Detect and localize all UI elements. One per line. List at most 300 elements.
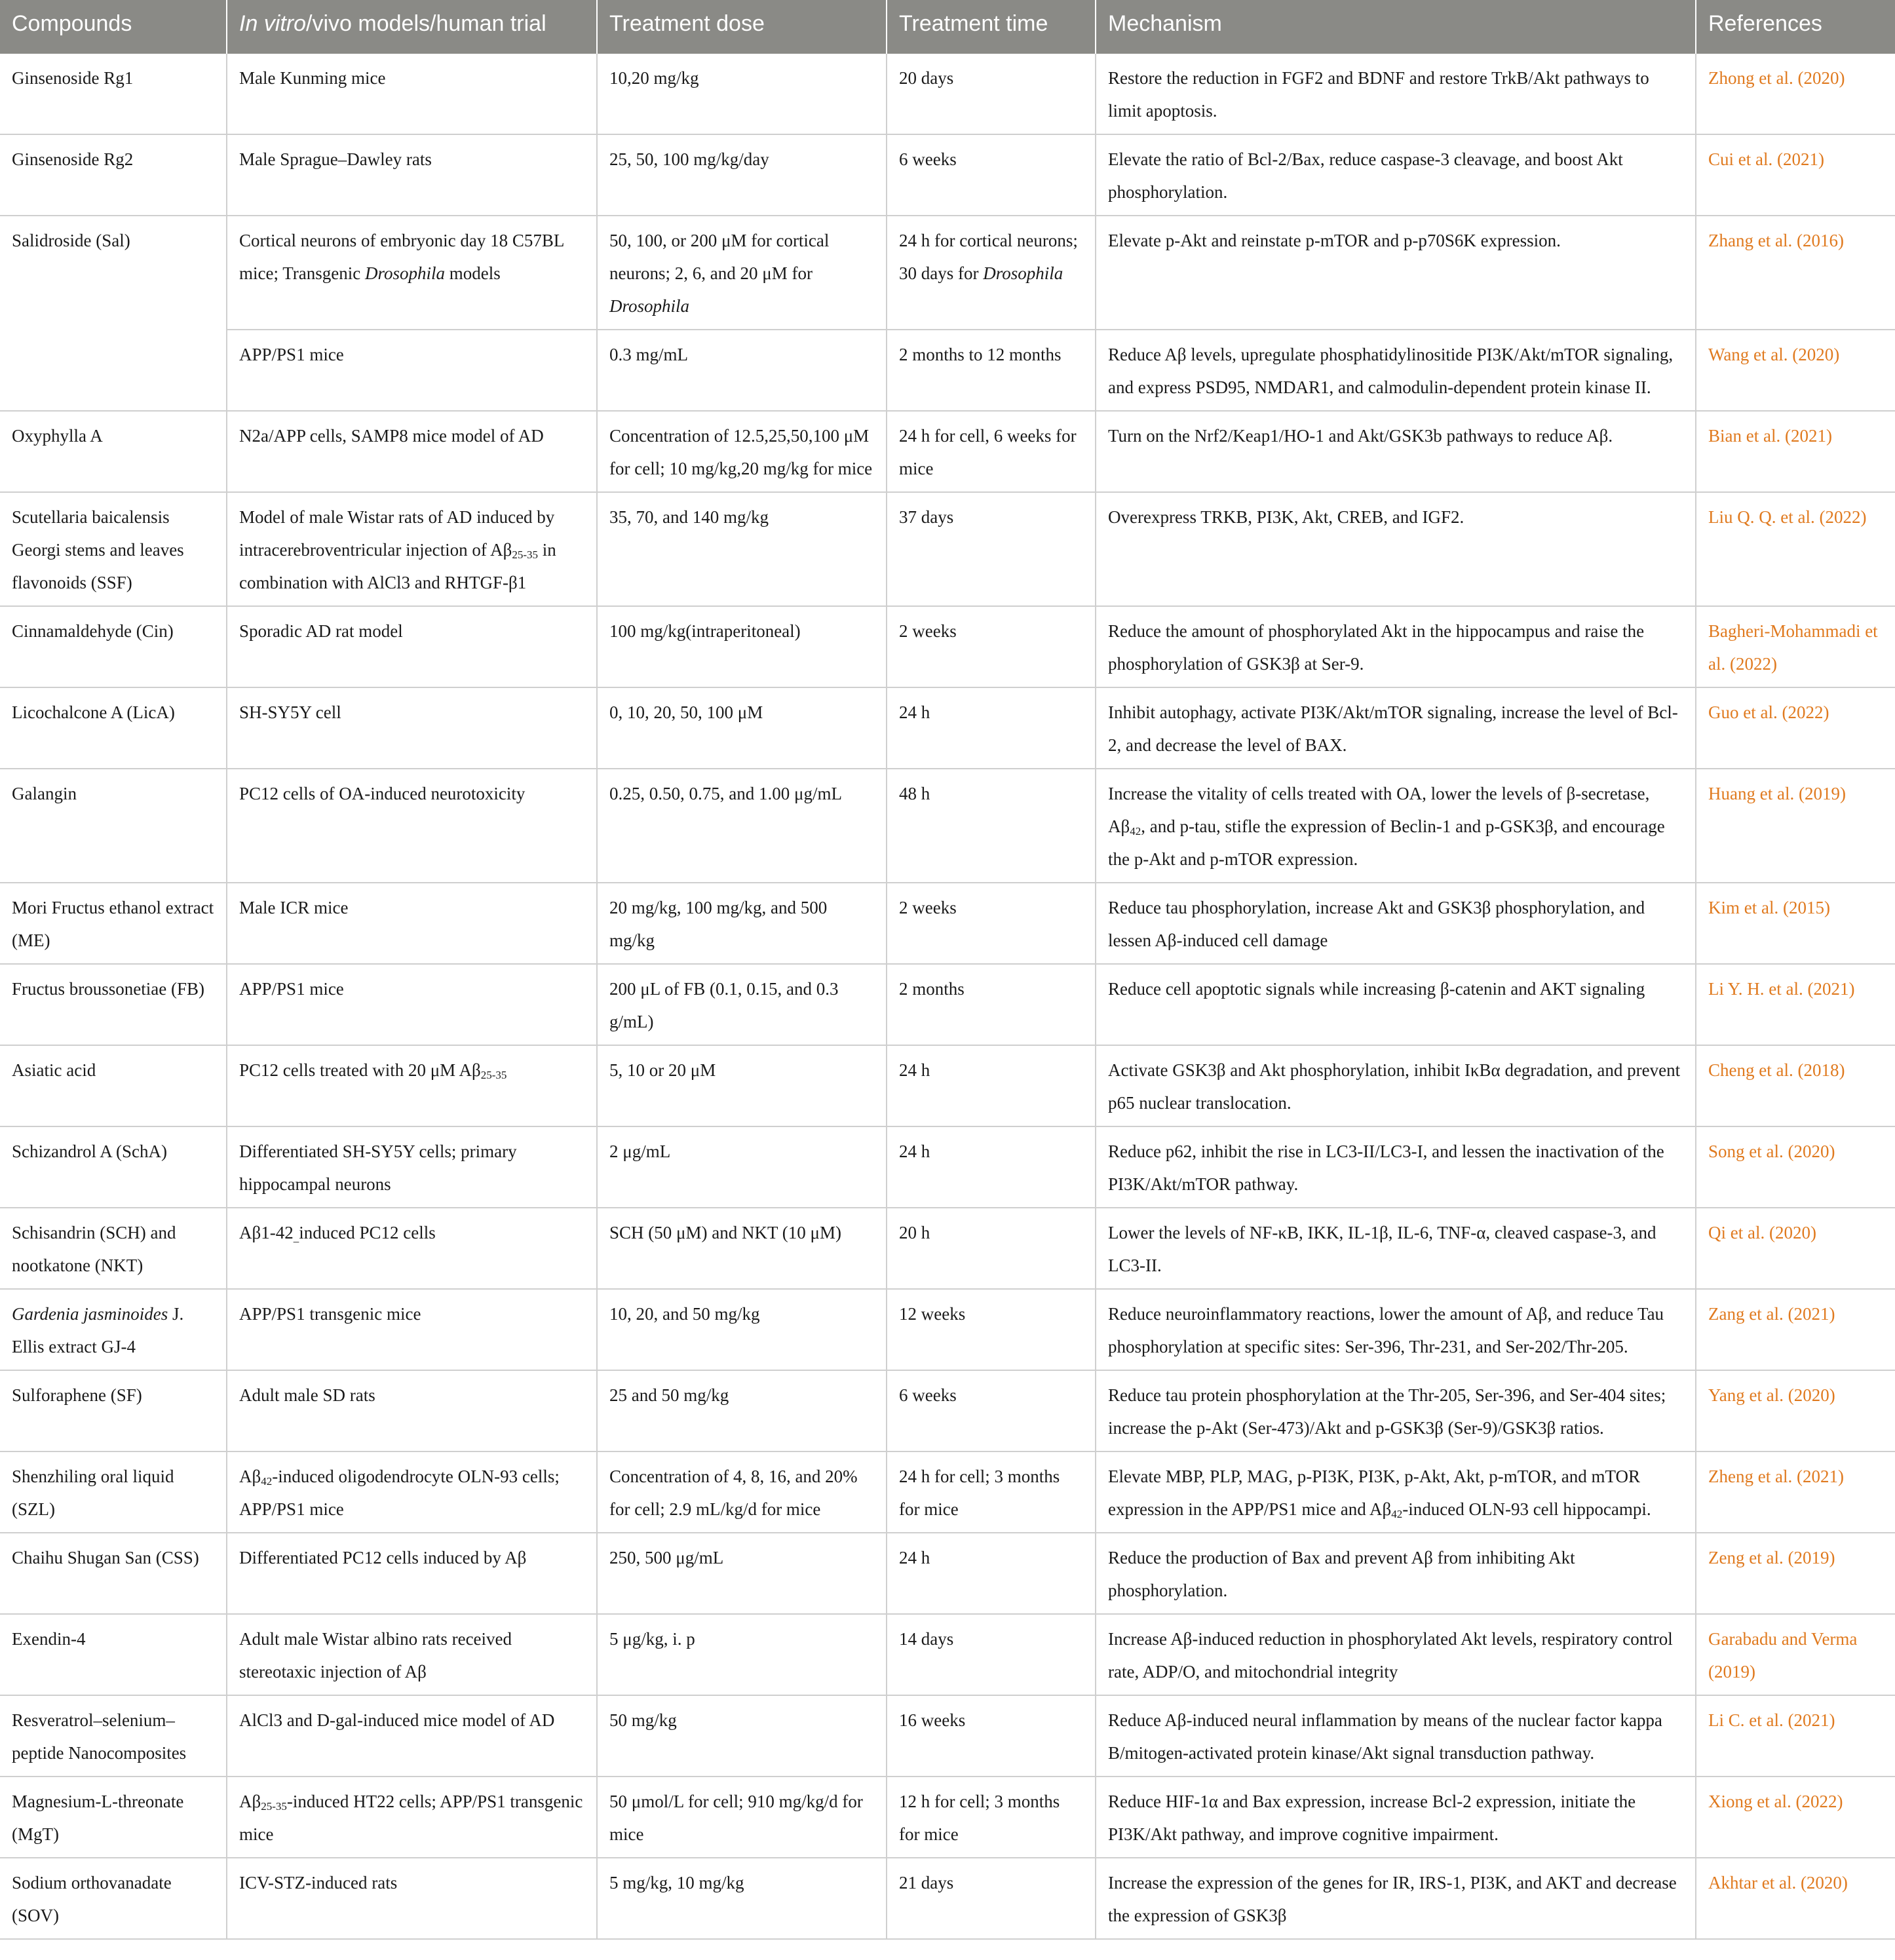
mechanism-cell xyxy=(1096,964,1696,1045)
dose-cell xyxy=(597,1126,887,1208)
mechanism-cell xyxy=(1096,134,1696,216)
cell-text: Male ICR mice xyxy=(239,898,349,917)
cell-text: 48 h xyxy=(899,784,930,803)
model-cell xyxy=(227,1451,597,1533)
mechanism-cell xyxy=(1096,1858,1696,1939)
table-row xyxy=(0,687,1895,769)
cell-text: Ginsenoside Rg2 xyxy=(12,149,134,169)
model-cell xyxy=(227,606,597,687)
cell-text: AlCl3 and D-gal-induced mice model of AD xyxy=(239,1710,555,1730)
time-cell xyxy=(887,1045,1096,1126)
cell-text: Increase Aβ-induced reduction in phosphorylated Akt levels, respiratory control rate, ADP/O, and mitochondrial integrity xyxy=(1108,1629,1673,1681)
mechanism-cell xyxy=(1096,606,1696,687)
reference-cell xyxy=(1696,1208,1895,1289)
table-row xyxy=(0,1695,1895,1777)
reference-cell xyxy=(1696,1451,1895,1533)
cell-text: ICV-STZ-induced rats xyxy=(239,1873,398,1893)
time-cell xyxy=(887,1370,1096,1451)
cell-text: Increase the vitality of cells treated with OA, lower the levels of β-secretase, Aβ xyxy=(1108,784,1650,836)
reference-link[interactable]: Akhtar et al. (2020) xyxy=(1708,1873,1848,1893)
cell-text: 50 mg/kg xyxy=(609,1710,677,1730)
time-cell xyxy=(887,883,1096,964)
cell-text: Restore the reduction in FGF2 and BDNF and restore TrkB/Akt pathways to limit apoptosis. xyxy=(1108,68,1649,121)
mechanism-cell xyxy=(1096,1777,1696,1858)
compound-cell xyxy=(0,1777,227,1858)
cell-text: Elevate MBP, PLP, MAG, p-PI3K, PI3K, p-Akt, Akt, p-mTOR, and mTOR expression in the APP/PS1 mice and Aβ xyxy=(1108,1467,1641,1519)
cell-text: N2a/APP cells, SAMP8 mice model of AD xyxy=(239,426,544,446)
cell-text: 12 h for cell; 3 months for mice xyxy=(899,1792,1060,1844)
cell-text: Reduce Aβ levels, upregulate phosphatidylinositide PI3K/Akt/mTOR signaling, and express PSD95, NMDAR1, and calmodulin-dependent protein kinase II. xyxy=(1108,345,1674,397)
dose-cell xyxy=(597,330,887,411)
table-header-row xyxy=(0,0,1895,54)
cell-text: Adult male SD rats xyxy=(239,1385,375,1405)
cell-text: 20 days xyxy=(899,68,954,88)
reference-cell xyxy=(1696,769,1895,883)
cell-text: , and p-tau, stifle the expression of Beclin-1 and p-GSK3β, and encourage the p-Akt and p-mTOR expression. xyxy=(1108,817,1665,869)
compound-cell xyxy=(0,964,227,1045)
cell-text: Drosophila xyxy=(364,263,445,283)
dose-cell xyxy=(597,1858,887,1939)
mechanism-cell xyxy=(1096,883,1696,964)
reference-cell xyxy=(1696,1370,1895,1451)
reference-cell xyxy=(1696,883,1895,964)
cell-text: Increase the expression of the genes for IR, IRS-1, PI3K, and AKT and decrease the expression of GSK3β xyxy=(1108,1873,1677,1925)
time-cell xyxy=(887,1451,1096,1533)
cell-text: Ginsenoside Rg1 xyxy=(12,68,134,88)
cell-text: PC12 cells of OA-induced neurotoxicity xyxy=(239,784,526,803)
model-cell xyxy=(227,883,597,964)
subscript-text: 42 xyxy=(1130,825,1141,837)
reference-cell xyxy=(1696,411,1895,492)
cell-text: APP/PS1 transgenic mice xyxy=(239,1304,421,1324)
table-body xyxy=(0,54,1895,1939)
table-row xyxy=(0,411,1895,492)
cell-text: 10, 20, and 50 mg/kg xyxy=(609,1304,760,1324)
mechanism-cell xyxy=(1096,1533,1696,1614)
cell-text: -induced oligodendrocyte OLN-93 cells; APP/PS1 mice xyxy=(239,1467,560,1519)
model-cell xyxy=(227,134,597,216)
time-cell xyxy=(887,492,1096,606)
compound-cell xyxy=(0,687,227,769)
dose-cell xyxy=(597,411,887,492)
cell-text: Salidroside (Sal) xyxy=(12,231,130,250)
mechanism-cell xyxy=(1096,216,1696,330)
table-row xyxy=(0,1289,1895,1370)
cell-text: Aβ1-42 xyxy=(239,1223,294,1242)
cell-text: Asiatic acid xyxy=(12,1060,96,1080)
time-cell xyxy=(887,1777,1096,1858)
cell-text: 5 mg/kg, 10 mg/kg xyxy=(609,1873,744,1893)
cell-text: SH-SY5Y cell xyxy=(239,702,341,722)
reference-link[interactable]: Liu Q. Q. et al. (2022) xyxy=(1708,507,1867,527)
cell-text: 20 mg/kg, 100 mg/kg, and 500 mg/kg xyxy=(609,898,828,950)
cell-text: APP/PS1 mice xyxy=(239,345,344,364)
cell-text: 2 μg/mL xyxy=(609,1142,671,1161)
cell-text: Sulforaphene (SF) xyxy=(12,1385,142,1405)
cell-text: Reduce p62, inhibit the rise in LC3-II/LC3-I, and lessen the inactivation of the PI3K/Akt/mTOR pathway. xyxy=(1108,1142,1664,1194)
cell-text: Reduce the amount of phosphorylated Akt in the hippocampus and raise the phosphorylation of GSK3β at Ser-9. xyxy=(1108,621,1645,674)
time-cell xyxy=(887,1858,1096,1939)
reference-link[interactable]: Xiong et al. (2022) xyxy=(1708,1792,1843,1811)
model-cell xyxy=(227,964,597,1045)
table-row xyxy=(0,883,1895,964)
time-cell xyxy=(887,216,1096,330)
reference-cell xyxy=(1696,492,1895,606)
time-cell xyxy=(887,1126,1096,1208)
reference-link[interactable]: Song et al. (2020) xyxy=(1708,1142,1835,1161)
model-cell xyxy=(227,492,597,606)
reference-link[interactable]: Zheng et al. (2021) xyxy=(1708,1467,1844,1486)
reference-link[interactable]: Cheng et al. (2018) xyxy=(1708,1060,1845,1080)
cell-text: 50 μmol/L for cell; 910 mg/kg/d for mice xyxy=(609,1792,863,1844)
time-cell xyxy=(887,1289,1096,1370)
dose-cell xyxy=(597,606,887,687)
model-cell xyxy=(227,330,597,411)
reference-cell xyxy=(1696,216,1895,330)
cell-text: 16 weeks xyxy=(899,1710,966,1730)
compound-cell xyxy=(0,606,227,687)
compound-cell xyxy=(0,492,227,606)
cell-text: 24 h for cortical neurons; 30 days for xyxy=(899,231,1078,283)
cell-text: Differentiated PC12 cells induced by Aβ xyxy=(239,1548,527,1567)
cell-text: 5 μg/kg, i. p xyxy=(609,1629,695,1649)
column-header-models: In vitro/vivo models/human trial xyxy=(227,0,597,54)
cell-text: 12 weeks xyxy=(899,1304,966,1324)
reference-cell xyxy=(1696,330,1895,411)
cell-text: 100 mg/kg(intraperitoneal) xyxy=(609,621,801,641)
reference-cell xyxy=(1696,964,1895,1045)
subscript-text: 25-35 xyxy=(480,1069,507,1081)
cell-text: Sodium orthovanadate (SOV) xyxy=(12,1873,172,1925)
time-cell xyxy=(887,1614,1096,1695)
compound-cell xyxy=(0,54,227,134)
model-cell xyxy=(227,769,597,883)
cell-text: Aβ xyxy=(239,1792,261,1811)
dose-cell xyxy=(597,1614,887,1695)
time-cell xyxy=(887,54,1096,134)
dose-cell xyxy=(597,769,887,883)
reference-cell xyxy=(1696,1533,1895,1614)
table-row xyxy=(0,134,1895,216)
reference-link[interactable]: Zhong et al. (2020) xyxy=(1708,68,1845,88)
column-header-compounds: Compounds xyxy=(0,0,227,54)
mechanism-cell xyxy=(1096,769,1696,883)
cell-text: 0.25, 0.50, 0.75, and 1.00 μg/mL xyxy=(609,784,842,803)
table-row xyxy=(0,1614,1895,1695)
cell-text: Differentiated SH-SY5Y cells; primary hippocampal neurons xyxy=(239,1142,517,1194)
mechanism-cell xyxy=(1096,1451,1696,1533)
model-cell xyxy=(227,1695,597,1777)
reference-cell xyxy=(1696,687,1895,769)
cell-text: Model of male Wistar rats of AD induced by intracerebroventricular injection of Aβ xyxy=(239,507,555,560)
time-cell xyxy=(887,411,1096,492)
cell-text: Scutellaria baicalensis Georgi stems and leaves flavonoids (SSF) xyxy=(12,507,184,592)
cell-text: in combination with AlCl3 and RHTGF-β1 xyxy=(239,540,556,592)
compound-cell xyxy=(0,1533,227,1614)
model-cell xyxy=(227,1208,597,1289)
cell-text: models xyxy=(445,263,501,283)
cell-text: Gardenia jasminoides xyxy=(12,1304,168,1324)
subscript-text: 25-35 xyxy=(512,548,538,561)
cell-text: Schizandrol A (SchA) xyxy=(12,1142,167,1161)
dose-cell xyxy=(597,54,887,134)
cell-text: Oxyphylla A xyxy=(12,426,103,446)
cell-text: 24 h for cell, 6 weeks for mice xyxy=(899,426,1077,478)
compound-cell xyxy=(0,411,227,492)
reference-cell xyxy=(1696,134,1895,216)
reference-cell xyxy=(1696,1045,1895,1126)
model-cell xyxy=(227,1533,597,1614)
cell-text: 50, 100, or 200 μM for cortical neurons; 2, 6, and 20 μM for xyxy=(609,231,830,283)
dose-cell xyxy=(597,1451,887,1533)
dose-cell xyxy=(597,492,887,606)
cell-text: APP/PS1 mice xyxy=(239,979,344,999)
cell-text: Licochalcone A (LicA) xyxy=(12,702,175,722)
dose-cell xyxy=(597,1777,887,1858)
cell-text: Reduce Aβ-induced neural inflammation by means of the nuclear factor kappa B/mitogen-activated protein kinase/Akt signal transduction pathway. xyxy=(1108,1710,1662,1763)
reference-cell xyxy=(1696,606,1895,687)
cell-text: Male Kunming mice xyxy=(239,68,386,88)
mechanism-cell xyxy=(1096,1126,1696,1208)
cell-text: 25 and 50 mg/kg xyxy=(609,1385,729,1405)
dose-cell xyxy=(597,1208,887,1289)
reference-cell xyxy=(1696,1289,1895,1370)
cell-text: Concentration of 4, 8, 16, and 20% for cell; 2.9 mL/kg/d for mice xyxy=(609,1467,858,1519)
reference-cell xyxy=(1696,1126,1895,1208)
table-row xyxy=(0,1777,1895,1858)
cell-text: 2 weeks xyxy=(899,898,957,917)
time-cell xyxy=(887,964,1096,1045)
cell-text: Schisandrin (SCH) and nootkatone (NKT) xyxy=(12,1223,176,1275)
cell-text: Magnesium-L-threonate (MgT) xyxy=(12,1792,184,1844)
table-row xyxy=(0,54,1895,134)
cell-text: Elevate the ratio of Bcl-2/Bax, reduce caspase-3 cleavage, and boost Akt phosphorylation. xyxy=(1108,149,1623,202)
reference-cell xyxy=(1696,54,1895,134)
table-row xyxy=(0,964,1895,1045)
dose-cell xyxy=(597,1695,887,1777)
cell-text: Elevate p-Akt and reinstate p-mTOR and p-p70S6K expression. xyxy=(1108,231,1561,250)
cell-text: 250, 500 μg/mL xyxy=(609,1548,724,1567)
time-cell xyxy=(887,606,1096,687)
model-cell xyxy=(227,687,597,769)
cell-text: 0, 10, 20, 50, 100 μM xyxy=(609,702,763,722)
cell-text: Galangin xyxy=(12,784,77,803)
compound-cell xyxy=(0,1045,227,1126)
cell-text: Chaihu Shugan San (CSS) xyxy=(12,1548,199,1567)
compound-cell xyxy=(0,216,227,411)
reference-link[interactable]: Garabadu and Verma (2019) xyxy=(1708,1629,1858,1681)
table-row xyxy=(0,1208,1895,1289)
cell-text: Reduce cell apoptotic signals while increasing β-catenin and AKT signaling xyxy=(1108,979,1645,999)
model-cell xyxy=(227,1126,597,1208)
reference-link[interactable]: Cui et al. (2021) xyxy=(1708,149,1824,169)
table-row xyxy=(0,492,1895,606)
cell-text: 24 h xyxy=(899,1060,930,1080)
dose-cell xyxy=(597,1533,887,1614)
cell-text: Fructus broussonetiae (FB) xyxy=(12,979,204,999)
cell-text: 24 h xyxy=(899,1548,930,1567)
compound-cell xyxy=(0,1614,227,1695)
cell-text: Turn on the Nrf2/Keap1/HO-1 and Akt/GSK3b pathways to reduce Aβ. xyxy=(1108,426,1613,446)
mechanism-cell xyxy=(1096,330,1696,411)
mechanism-cell xyxy=(1096,492,1696,606)
dose-cell xyxy=(597,1370,887,1451)
compound-cell xyxy=(0,1858,227,1939)
reference-cell xyxy=(1696,1695,1895,1777)
model-cell xyxy=(227,216,597,330)
compound-cell xyxy=(0,1126,227,1208)
time-cell xyxy=(887,1208,1096,1289)
mechanism-cell xyxy=(1096,1695,1696,1777)
cell-text: 35, 70, and 140 mg/kg xyxy=(609,507,769,527)
reference-link[interactable]: Bagheri-Mohammadi et al. (2022) xyxy=(1708,621,1878,674)
column-header-treatment-dose: Treatment dose xyxy=(597,0,887,54)
dose-cell xyxy=(597,964,887,1045)
cell-text: Reduce tau phosphorylation, increase Akt and GSK3β phosphorylation, and lessen Aβ-induced cell damage xyxy=(1108,898,1645,950)
cell-text: Cortical neurons of embryonic day 18 C57BL mice; Transgenic xyxy=(239,231,564,283)
mechanism-cell xyxy=(1096,687,1696,769)
subscript-text: _ xyxy=(293,1231,299,1244)
dose-cell xyxy=(597,883,887,964)
cell-text: 24 h xyxy=(899,1142,930,1161)
table-row xyxy=(0,216,1895,330)
model-cell xyxy=(227,411,597,492)
cell-text: 10,20 mg/kg xyxy=(609,68,699,88)
mechanism-cell xyxy=(1096,1289,1696,1370)
cell-text: Concentration of 12.5,25,50,100 μM for cell; 10 mg/kg,20 mg/kg for mice xyxy=(609,426,873,478)
compound-cell xyxy=(0,1208,227,1289)
reference-cell xyxy=(1696,1614,1895,1695)
mechanism-cell xyxy=(1096,411,1696,492)
cell-text: Drosophila xyxy=(983,263,1063,283)
cell-text: 6 weeks xyxy=(899,149,957,169)
subscript-text: 42 xyxy=(261,1475,273,1488)
dose-cell xyxy=(597,1289,887,1370)
model-cell xyxy=(227,1370,597,1451)
column-header-mechanism: Mechanism xyxy=(1096,0,1696,54)
compound-cell xyxy=(0,883,227,964)
cell-text: Drosophila xyxy=(609,296,690,316)
cell-text: Lower the levels of NF-κB, IKK, IL-1β, IL-6, TNF-α, cleaved caspase-3, and LC3-II. xyxy=(1108,1223,1656,1275)
reference-link[interactable]: Zhang et al. (2016) xyxy=(1708,231,1844,250)
dose-cell xyxy=(597,134,887,216)
model-cell xyxy=(227,1289,597,1370)
compound-cell xyxy=(0,769,227,883)
cell-text: -induced HT22 cells; APP/PS1 transgenic mice xyxy=(239,1792,583,1844)
reference-link[interactable]: Qi et al. (2020) xyxy=(1708,1223,1816,1242)
model-cell xyxy=(227,54,597,134)
cell-text: Male Sprague–Dawley rats xyxy=(239,149,432,169)
cell-text: Shenzhiling oral liquid (SZL) xyxy=(12,1467,174,1519)
table-row xyxy=(0,1858,1895,1939)
subscript-text: 25-35 xyxy=(261,1800,287,1813)
mechanism-cell xyxy=(1096,1370,1696,1451)
model-cell xyxy=(227,1777,597,1858)
cell-text: J. Ellis extract GJ-4 xyxy=(12,1304,184,1356)
mechanism-cell xyxy=(1096,1208,1696,1289)
cell-text: Reduce the production of Bax and prevent Aβ from inhibiting Akt phosphorylation. xyxy=(1108,1548,1575,1600)
reference-link[interactable]: Wang et al. (2020) xyxy=(1708,345,1840,364)
subscript-text: 42 xyxy=(1391,1508,1403,1520)
reference-link[interactable]: Zeng et al. (2019) xyxy=(1708,1548,1835,1567)
cell-text: 25, 50, 100 mg/kg/day xyxy=(609,149,769,169)
cell-text: SCH (50 μM) and NKT (10 μM) xyxy=(609,1223,841,1242)
reference-link[interactable]: Yang et al. (2020) xyxy=(1708,1385,1835,1405)
column-header-treatment-time: Treatment time xyxy=(887,0,1096,54)
mechanism-cell xyxy=(1096,1614,1696,1695)
mechanism-cell xyxy=(1096,54,1696,134)
cell-text: Resveratrol–selenium–peptide Nanocomposites xyxy=(12,1710,187,1763)
cell-text: Adult male Wistar albino rats received stereotaxic injection of Aβ xyxy=(239,1629,512,1681)
cell-text: 14 days xyxy=(899,1629,954,1649)
reference-link[interactable]: Guo et al. (2022) xyxy=(1708,702,1829,722)
table-row xyxy=(0,1370,1895,1451)
reference-link[interactable]: Li Y. H. et al. (2021) xyxy=(1708,979,1855,999)
reference-link[interactable]: Kim et al. (2015) xyxy=(1708,898,1830,917)
compound-cell xyxy=(0,1370,227,1451)
cell-text: Cinnamaldehyde (Cin) xyxy=(12,621,174,641)
cell-text: 24 h for cell; 3 months for mice xyxy=(899,1467,1060,1519)
cell-text: 200 μL of FB (0.1, 0.15, and 0.3 g/mL) xyxy=(609,979,839,1031)
cell-text: Exendin-4 xyxy=(12,1629,86,1649)
cell-text: 2 months to 12 months xyxy=(899,345,1062,364)
reference-link[interactable]: Huang et al. (2019) xyxy=(1708,784,1846,803)
compound-cell xyxy=(0,134,227,216)
cell-text: Reduce neuroinflammatory reactions, lower the amount of Aβ, and reduce Tau phosphorylation at specific sites: Ser-396, Thr-231, and Ser-202/Thr-205. xyxy=(1108,1304,1664,1356)
time-cell xyxy=(887,134,1096,216)
column-header-references: References xyxy=(1696,0,1895,54)
cell-text: induced PC12 cells xyxy=(299,1223,436,1242)
cell-text: 5, 10 or 20 μM xyxy=(609,1060,716,1080)
cell-text: Sporadic AD rat model xyxy=(239,621,403,641)
cell-text: Activate GSK3β and Akt phosphorylation, inhibit IκBα degradation, and prevent p65 nuclear translocation. xyxy=(1108,1060,1681,1113)
cell-text: 20 h xyxy=(899,1223,930,1242)
compound-cell xyxy=(0,1695,227,1777)
cell-text: 6 weeks xyxy=(899,1385,957,1405)
reference-link[interactable]: Bian et al. (2021) xyxy=(1708,426,1832,446)
time-cell xyxy=(887,1695,1096,1777)
table-row xyxy=(0,1533,1895,1614)
model-cell xyxy=(227,1858,597,1939)
table-row xyxy=(0,769,1895,883)
time-cell xyxy=(887,769,1096,883)
compound-cell xyxy=(0,1451,227,1533)
cell-text: PC12 cells treated with 20 μM Aβ xyxy=(239,1060,481,1080)
cell-text: Mori Fructus ethanol extract (ME) xyxy=(12,898,214,950)
mechanism-cell xyxy=(1096,1045,1696,1126)
cell-text: Overexpress TRKB, PI3K, Akt, CREB, and IGF2. xyxy=(1108,507,1464,527)
dose-cell xyxy=(597,1045,887,1126)
cell-text: 37 days xyxy=(899,507,954,527)
cell-text: 0.3 mg/mL xyxy=(609,345,688,364)
dose-cell xyxy=(597,687,887,769)
reference-link[interactable]: Li C. et al. (2021) xyxy=(1708,1710,1835,1730)
dose-cell xyxy=(597,216,887,330)
time-cell xyxy=(887,330,1096,411)
cell-text: -induced OLN-93 cell hippocampi. xyxy=(1402,1499,1651,1519)
time-cell xyxy=(887,687,1096,769)
table-row xyxy=(0,1045,1895,1126)
table-row xyxy=(0,1126,1895,1208)
model-cell xyxy=(227,1614,597,1695)
cell-text: 21 days xyxy=(899,1873,954,1893)
reference-cell xyxy=(1696,1777,1895,1858)
cell-text: 24 h xyxy=(899,702,930,722)
time-cell xyxy=(887,1533,1096,1614)
reference-link[interactable]: Zang et al. (2021) xyxy=(1708,1304,1835,1324)
cell-text: 2 weeks xyxy=(899,621,957,641)
cell-text: Aβ xyxy=(239,1467,261,1486)
